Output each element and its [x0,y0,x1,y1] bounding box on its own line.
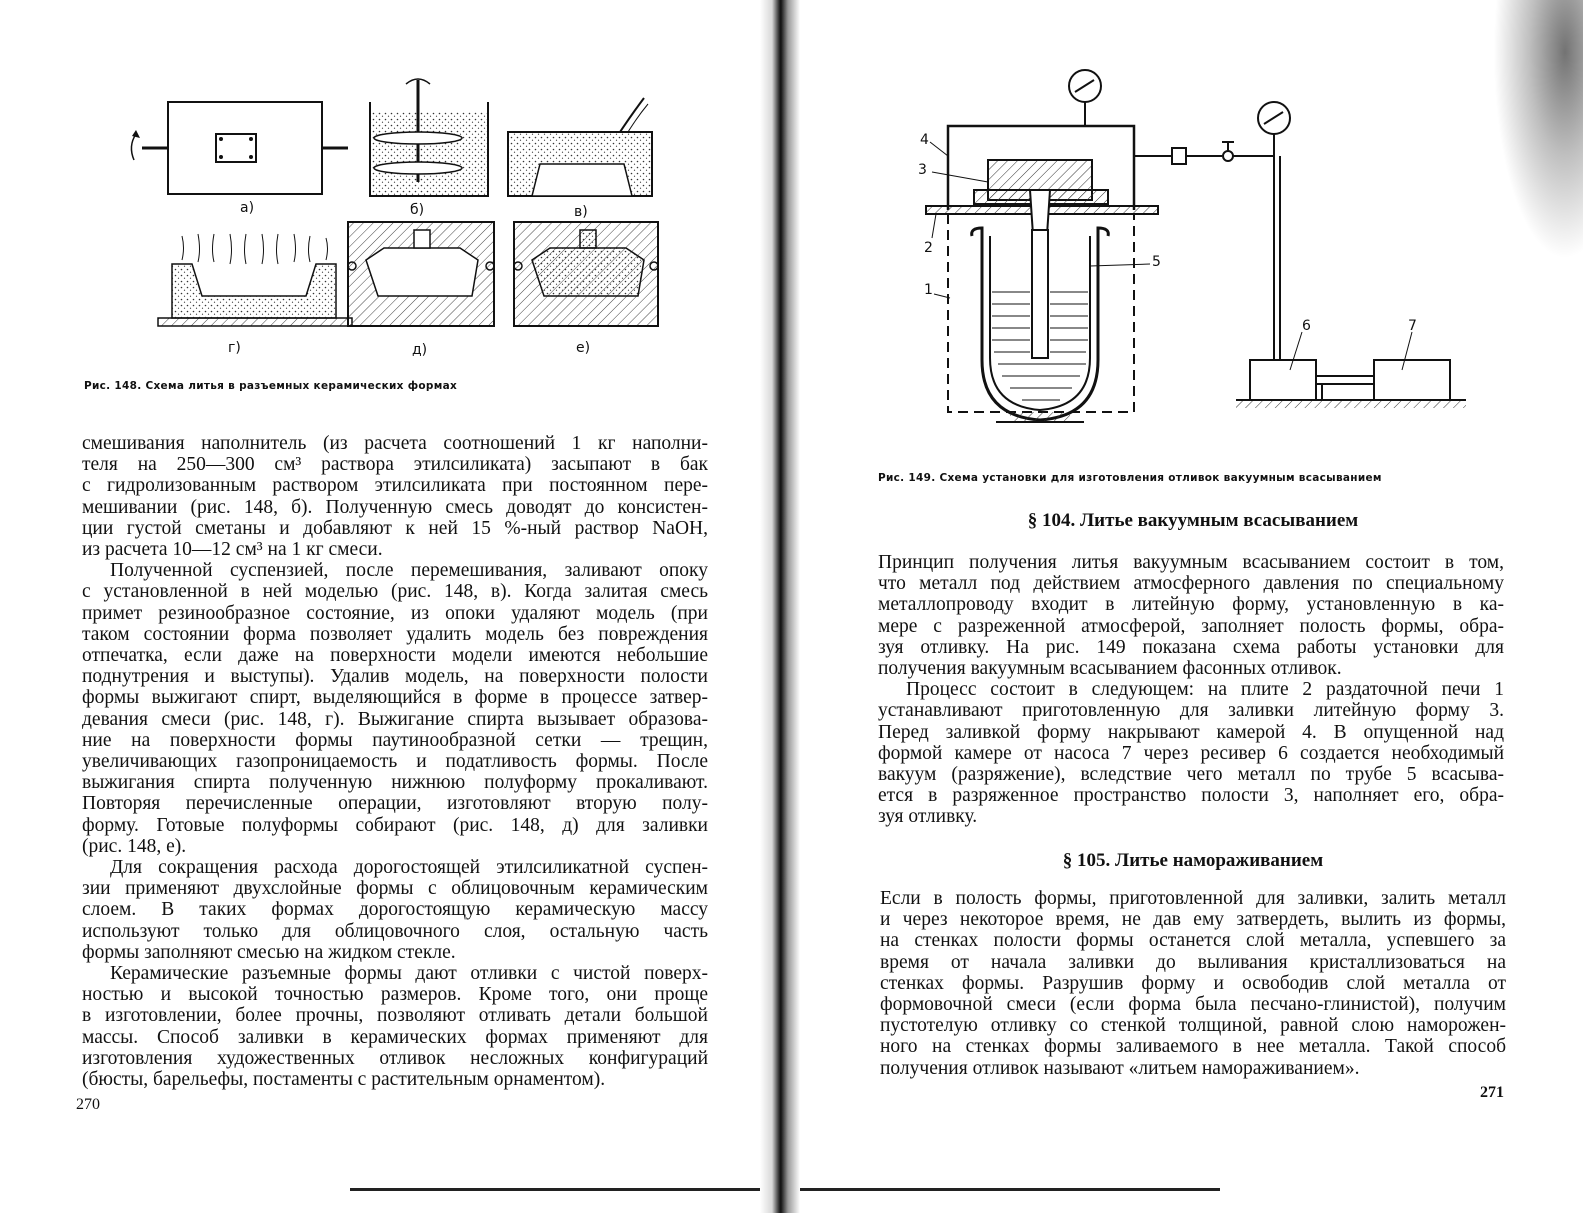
text-line: мешивании (рис. 148, б). Полученную смесь доводят до консистен- [82,496,708,518]
text-line: стенках формы. Разрушив форму и освободив слой металла от [880,972,1506,994]
text-line: ние на поверхности формы паутинообразной сетки — трещин, [82,729,708,751]
text-line: формы выжигают спирт, выделяющийся в форме в процессе затвер- [82,687,708,709]
text-line: Принцип получения литья вакуумным всасыванием состоит в том, [878,552,1504,573]
page-number-left: 270 [76,1096,100,1113]
figure-label-v: в) [574,204,588,220]
text-line: ции густой сметаны и добавляют к ней 15 %-ный раствор NaOH, [82,517,708,539]
text-line: слоем. В таких формах дорогостоящую керамическую массу [82,899,708,921]
figure-148 [120,70,680,370]
text-line: Процесс состоит в следующем: на плите 2 раздаточной печи 1 [906,679,1504,701]
text-line: на стенках полости формы останется слой металла, успевшего за [880,930,1506,952]
figure-label-g: г) [228,340,241,356]
fig149-label-6: 6 [1302,318,1311,334]
text-line: увеличивающих газопроницаемость и податливость формы. После [82,751,708,773]
text-line: форму. Готовые полуформы собирают (рис. 148, д) для заливки [82,814,708,836]
text-line: поднутрения и выступы). Удалив модель, на поверхности полости [82,666,708,688]
text-line: время от начала заливки до выливания кристаллизоваться на [880,951,1506,973]
text-line: получения вакуумным всасыванием фасонных отливок. [878,658,1342,680]
text-line: смешивания наполнитель (из расчета соотношений 1 кг наполни- [82,433,708,454]
text-line: вакуум (разряжение), вследствие чего металл по трубе 5 всасыва- [878,764,1504,786]
bottom-edge-left [350,1188,760,1191]
paragraph [880,888,1506,1079]
scan-smudge [1493,0,1583,260]
text-line: зии применяют двухслойные формы с облицовочным керамическим [82,878,708,900]
text-line: с гидролизованным раствором этилсиликата при постоянном пере- [82,475,708,497]
left-page [0,0,770,1213]
text-line: выжигания спирта полученную нижнюю полуформу прокаливают. [82,772,708,794]
text-line: из расчета 10—12 см³ на 1 кг смеси. [82,539,383,561]
text-line: и через некоторое время, не дав ему затвердеть, вылить из формы, [880,909,1506,931]
text-line: используют только для облицовочного слоя, остальную часть [82,920,708,942]
figure-label-d: д) [412,342,428,358]
fig149-label-5: 5 [1152,254,1161,270]
fig149-label-1: 1 [924,282,933,298]
section-105-text [880,888,1506,1079]
text-line: получения отливок называют «литьем намораживанием». [880,1057,1360,1079]
section-104-heading: § 104. Литье вакуумным всасыванием [1027,510,1359,531]
paragraph [82,433,708,560]
text-line: в изготовлении, более прочны, позволяют отливать детали большой [82,1005,708,1027]
text-line: девания смеси (рис. 148, г). Выжигание спирта вызывает образова- [82,708,708,730]
figure-label-a: а) [240,200,255,216]
fig149-label-3: 3 [918,162,927,178]
text-line: ется в разряженное пространство полости 3, наполняет его, обра- [878,785,1504,807]
right-page [800,0,1583,1213]
text-line: с установленной в ней моделью (рис. 148, в). Когда залитая смесь [82,581,708,603]
paragraph [82,857,708,963]
fig149-label-4: 4 [920,132,929,148]
text-line: зуя отливку. [878,806,978,828]
text-line: Если в полость формы, приготовленной для заливки, залить металл [880,888,1506,909]
book-gutter [760,0,800,1213]
text-line: Полученной суспензией, после перемешивания, заливают опоку [110,560,708,582]
figure-label-e: е) [576,340,591,356]
section-104-text [878,552,1504,828]
text-line: мере с разреженной атмосферой, заполняет полость формы, обра- [878,615,1504,637]
text-line: пустотелую отливку со стенкой толщиной, равной слою наморожен- [880,1015,1506,1037]
text-line: Перед заливкой форму накрывают камерой 4. В опущенной над [878,721,1504,743]
paragraph [878,679,1504,827]
paragraph [82,560,708,857]
text-line: массы. Способ заливки в керамических формах применяют для [82,1026,708,1048]
fig149-label-2: 2 [924,240,933,256]
text-line: отпечатка, если даже на поверхности модели имеются небольшие [82,645,708,667]
figure-label-b: б) [410,202,425,218]
paragraph [878,552,1504,679]
fig149-label-7: 7 [1408,318,1417,334]
text-line: ностью и высокой точностью размеров. Кроме того, они проще [82,984,708,1006]
figure-149-caption: Рис. 149. Схема установки для изготовления отливок вакуумным всасыванием [878,472,1382,484]
text-line: Керамические разъемные формы дают отливки с чистой поверх- [110,963,708,985]
left-body-text [82,433,708,1090]
text-line: таком состоянии форма позволяет удалить модель без повреждения [82,623,708,645]
text-line: теля на 250—300 см³ раствора этилсиликата) засыпают в бак [82,454,708,476]
text-line: Повторяя перечисленные операции, изготовляют вторую полу- [82,793,708,815]
figure-149 [910,60,1480,440]
text-line: зуя отливку. На рис. 149 показана схема работы установки для [878,636,1504,658]
bottom-edge-right [800,1188,1220,1191]
figure-148-caption: Рис. 148. Схема литья в разъемных керамических формах [84,380,458,392]
section-105-heading: § 105. Литье намораживанием [1062,850,1324,871]
text-line: что металл под действием атмосферного давления по специальному [878,573,1504,595]
text-line: формой камере от насоса 7 через ресивер 6 создается необходимый [878,742,1504,764]
text-line: ного на стенках формы заливаемого в нее металла. Такой способ [880,1036,1506,1058]
text-line: (рис. 148, е). [82,835,187,857]
text-line: Для сокращения расхода дорогостоящей этилсиликатной суспен- [110,857,708,879]
text-line: формы заполняют смесью на жидком стекле. [82,941,456,963]
page-number-right: 271 [1480,1084,1504,1101]
text-line: изготовления художественных отливок несложных конфигураций [82,1047,708,1069]
text-line: металлопроводу входит в литейную форму, установленную в ка- [878,594,1504,616]
text-line: (бюсты, барельефы, постаменты с растительным орнаментом). [82,1069,606,1091]
text-line: устанавливают приготовленную для заливки литейную форму 3. [878,700,1504,722]
paragraph [82,963,708,1090]
text-line: примет резинообразное состояние, из опоки удаляют модель (при [82,602,708,624]
text-line: формовочной смеси (если форма была песчано-глинистой), получим [880,994,1506,1016]
